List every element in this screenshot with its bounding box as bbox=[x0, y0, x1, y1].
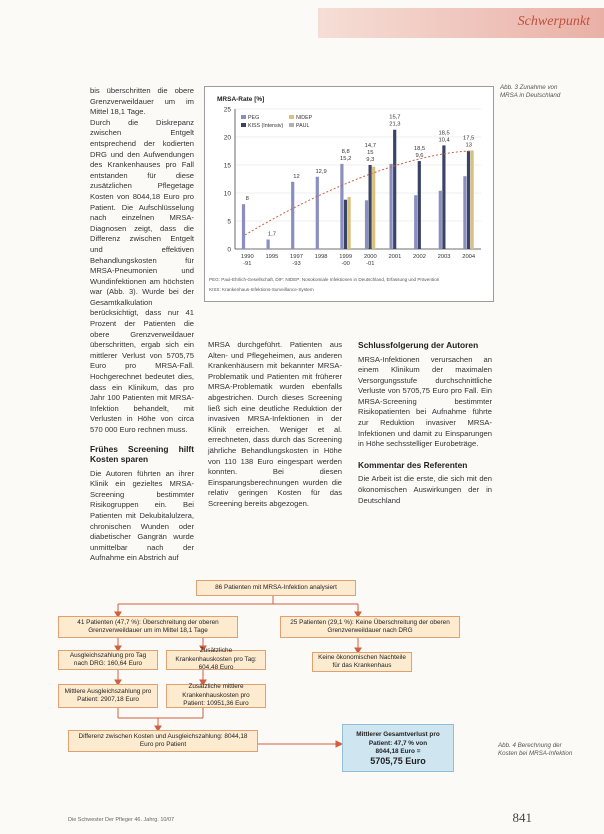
chart-caption-line1: PEG: Paul-Ehrlich-Gesellschaft, DIF: NIDEP: Nosokomiale Infektionen in Deutschland, Erfassung und Prävention bbox=[209, 277, 440, 282]
data-label: 15,2 bbox=[340, 155, 352, 162]
data-label: 9,6 bbox=[415, 153, 424, 160]
y-tick-label: 5 bbox=[227, 218, 231, 226]
chart-caption-line2: KISS: Krankenhaus-Infektions-Surveillance-System bbox=[209, 287, 314, 292]
left-column bbox=[90, 86, 194, 564]
bar-kiss-intensiv- bbox=[442, 145, 445, 249]
data-label: 14,7 bbox=[364, 143, 376, 149]
bar-peg bbox=[439, 191, 442, 249]
bar-peg bbox=[390, 164, 393, 249]
bar-peg bbox=[291, 182, 294, 249]
bar-kiss-intensiv- bbox=[418, 161, 421, 249]
figure-4-caption: Abb. 4 Berechnung der Kosten bei MRSA-Infektion bbox=[498, 742, 573, 757]
y-tick-label: 10 bbox=[223, 190, 231, 198]
section-title: Schwerpunkt bbox=[517, 14, 590, 29]
x-tick-label-line2: -93 bbox=[292, 261, 301, 267]
y-tick-label: 25 bbox=[223, 106, 231, 114]
paragraph: MRSA-Infektionen verursachen an einem Klinikum der maximalen Versorgungsstufe durchschnittliche Verluste von 5705,75 Euro pro Fall. Ein MRSA-Screening bestimmter Risikopatienten bei Aufnahme führte zur Reduktion invasiver MRSA-Infektionen und damit zu Einsparungen in Höhe sechsstelliger Eurobeträge. bbox=[358, 354, 492, 449]
flow-node-mean-costs: Zusätzliche mittlere Krankenhauskosten pro Patient: 10951,36 Euro bbox=[166, 684, 266, 708]
middle-column bbox=[208, 340, 342, 510]
data-label: 17,5 bbox=[463, 135, 475, 142]
bar-peg bbox=[463, 176, 466, 249]
legend-label: KISS (Intensiv) bbox=[248, 123, 284, 129]
total-loss-line1: Mittlerer Gesamtverlust pro Patient: 47,7 % von bbox=[356, 731, 440, 747]
legend-swatch bbox=[241, 123, 246, 127]
paragraph: MRSA durchgeführt. Patienten aus Alten- und Pflegeheimen, aus anderen Krankenhäusern mit bekannter MRSA-Problematik und Patienten mit früherer MRSA-Problematik wurden ebenfalls abgestrichen. Durch dieses Screening ließ sich eine deutliche Reduktion der invasiven MRSA-Infektionen in der Klinik erreichen. Weniger et al. errechneten, dass durch das Screening jährliche Behandlungskosten in Höhe von 110 138 Euro eingespart werden konnten. Bei diesen Einsparungsberechnungen wurden die relativ geringen Kosten für das Screening bereits abgezogen. bbox=[208, 340, 342, 508]
x-tick-label-line2: -91 bbox=[243, 261, 252, 267]
y-axis-label: MRSA-Rate [%] bbox=[217, 96, 265, 103]
paragraph: bis überschritten die obere Grenzverweildauer um im Mittel 18,1 Tage. bbox=[90, 86, 194, 117]
flow-node-daily-compensation: Ausgleichszahlung pro Tag nach DRG: 160,64 Euro bbox=[58, 650, 158, 670]
data-label: 9,3 bbox=[366, 157, 375, 163]
cost-flowchart bbox=[58, 576, 488, 800]
x-tick-label: 1997 bbox=[290, 254, 303, 260]
data-label: 1,7 bbox=[267, 231, 276, 238]
bar-chart-figure bbox=[204, 86, 494, 302]
bar-nidep bbox=[348, 197, 351, 249]
bar-nidep bbox=[372, 167, 375, 249]
y-tick-label: 20 bbox=[223, 134, 231, 142]
x-tick-label: 1998 bbox=[314, 254, 328, 260]
bar-peg bbox=[242, 204, 245, 249]
legend-label: NIDEP bbox=[296, 115, 313, 121]
x-tick-label: 1999 bbox=[339, 254, 353, 260]
flow-node-daily-costs: Zusätzliche Krankenhauskosten pro Tag: 604,48 Euro bbox=[166, 650, 266, 670]
bar-peg bbox=[267, 239, 270, 249]
total-loss-line2: 8044,18 Euro = bbox=[375, 748, 421, 755]
section-heading: Kommentar des Referenten bbox=[358, 459, 468, 470]
x-tick-label-line2: -00 bbox=[341, 261, 350, 267]
paragraph: Durch die Diskrepanz zwischen Entgelt entsprechend der kodierten DRG und den Aufwendungen des Krankenhauses pro Fall entstanden für diese zusätzlichen Pflegetage Kosten von 8044,18 Euro pro Patient. Die Aufschlüsselung nach einzelnen MRSA-Diagnosen zeigt, dass die Differenz zwischen Entgelt und effektiven Behandlungskosten für MRSA-Pneumonien und Wundinfektionen am höchsten war (Abb. 3). Wurde bei der Gesamtkalkulation berücksichtigt, dass nur 41 Prozent der Patienten die obere Grenzverweildauer überschritten, ergab sich ein mittlerer Verlust von 5705,75 Euro pro MRSA-Fall. Hochgerechnet bedeutet dies, dass ein Klinikum, das pro Jahr 100 Patienten mit MRSA-Infektion behandelt, mit Verlusten in Höhe von circa 570 000 Euro rechnen muss. bbox=[90, 117, 194, 434]
flow-node-no-exceed: 25 Patienten (29,1 %): Keine Überschreitung der oberen Grenzverweildauer nach DRG bbox=[280, 616, 460, 638]
flow-node-exceed: 41 Patienten (47,7 %): Überschreitung der oberen Grenzverweildauer um im Mittel 18,1 Tage bbox=[58, 616, 238, 638]
legend-swatch bbox=[241, 115, 246, 119]
flow-node-total: 86 Patienten mit MRSA-Infektion analysiert bbox=[196, 580, 356, 596]
legend-label: PEG bbox=[248, 115, 260, 121]
section-heading: Frühes Screening hilft Kosten sparen bbox=[90, 443, 194, 465]
journal-footer: Die Schwester Der Pfleger 46. Jahrg. 10/07 bbox=[68, 817, 175, 823]
data-label: 21,3 bbox=[389, 121, 401, 128]
paragraph: Die Arbeit ist die erste, die sich mit den ökonomischen Auswirkungen der in Deutschland bbox=[358, 474, 492, 505]
data-label: 12,9 bbox=[315, 168, 327, 175]
flow-node-difference: Differenz zwischen Kosten und Ausgleichszahlung: 8044,18 Euro pro Patient bbox=[68, 730, 258, 752]
data-label: 12 bbox=[293, 173, 300, 180]
data-label: 13 bbox=[465, 142, 472, 149]
bar-peg bbox=[340, 164, 343, 249]
bar-nidep bbox=[471, 150, 474, 249]
bar-peg bbox=[365, 200, 368, 249]
flow-node-total-loss bbox=[342, 724, 454, 772]
x-tick-label: 1990 bbox=[240, 254, 254, 260]
bar-kiss-intensiv- bbox=[344, 200, 347, 249]
figure-3-caption: Abb. 3 Zunahme von MRSA in Deutschland bbox=[500, 84, 561, 99]
bar-kiss-intensiv- bbox=[369, 165, 372, 249]
legend-swatch bbox=[289, 115, 294, 119]
data-label: 10,4 bbox=[438, 137, 450, 144]
section-heading: Schlussfolgerung der Autoren bbox=[358, 340, 479, 350]
y-tick-label: 0 bbox=[227, 246, 231, 254]
data-label: 18,5 bbox=[438, 130, 450, 137]
bar-peg bbox=[414, 195, 417, 249]
bar-kiss-intensiv- bbox=[393, 130, 396, 249]
x-tick-label: 2004 bbox=[462, 254, 476, 260]
x-tick-label: 2001 bbox=[388, 254, 402, 260]
flow-node-mean-compensation: Mittlere Ausgleichszahlung pro Patient: 2907,18 Euro bbox=[58, 684, 158, 708]
right-column bbox=[358, 340, 492, 506]
total-loss-value: 5705,75 Euro bbox=[370, 755, 426, 766]
flow-node-no-disadvantage: Keine ökonomischen Nachteile für das Krankenhaus bbox=[312, 652, 412, 672]
x-tick-label: 1995 bbox=[265, 254, 279, 260]
data-label: 15 bbox=[367, 150, 374, 156]
data-label: 15,7 bbox=[389, 114, 401, 121]
data-label: 8,8 bbox=[341, 148, 350, 155]
x-tick-label: 2000 bbox=[363, 254, 377, 260]
page-number: 841 bbox=[512, 810, 532, 825]
x-tick-label: 2002 bbox=[413, 254, 426, 260]
bar-kiss-intensiv- bbox=[467, 151, 470, 249]
y-tick-label: 15 bbox=[223, 162, 231, 170]
data-label: 8 bbox=[245, 196, 249, 203]
legend-swatch bbox=[289, 123, 294, 127]
x-tick-label-line2: -01 bbox=[366, 261, 375, 267]
paragraph: Die Autoren führten an ihrer Klinik ein gezieltes MRSA-Screening bestimmter Risikogruppen ein. Bei Patienten mit Dekubitalulzera, chronischen Wunden oder diabetischer Gangrän wurde unmittelbar nach der Aufnahme ein Abstrich auf bbox=[90, 468, 194, 563]
mrsa-rate-chart bbox=[205, 87, 493, 301]
legend-label: PAUL bbox=[296, 123, 310, 129]
bar-peg bbox=[316, 177, 319, 249]
data-label: 18,5 bbox=[413, 146, 426, 153]
x-tick-label: 2003 bbox=[437, 254, 451, 260]
